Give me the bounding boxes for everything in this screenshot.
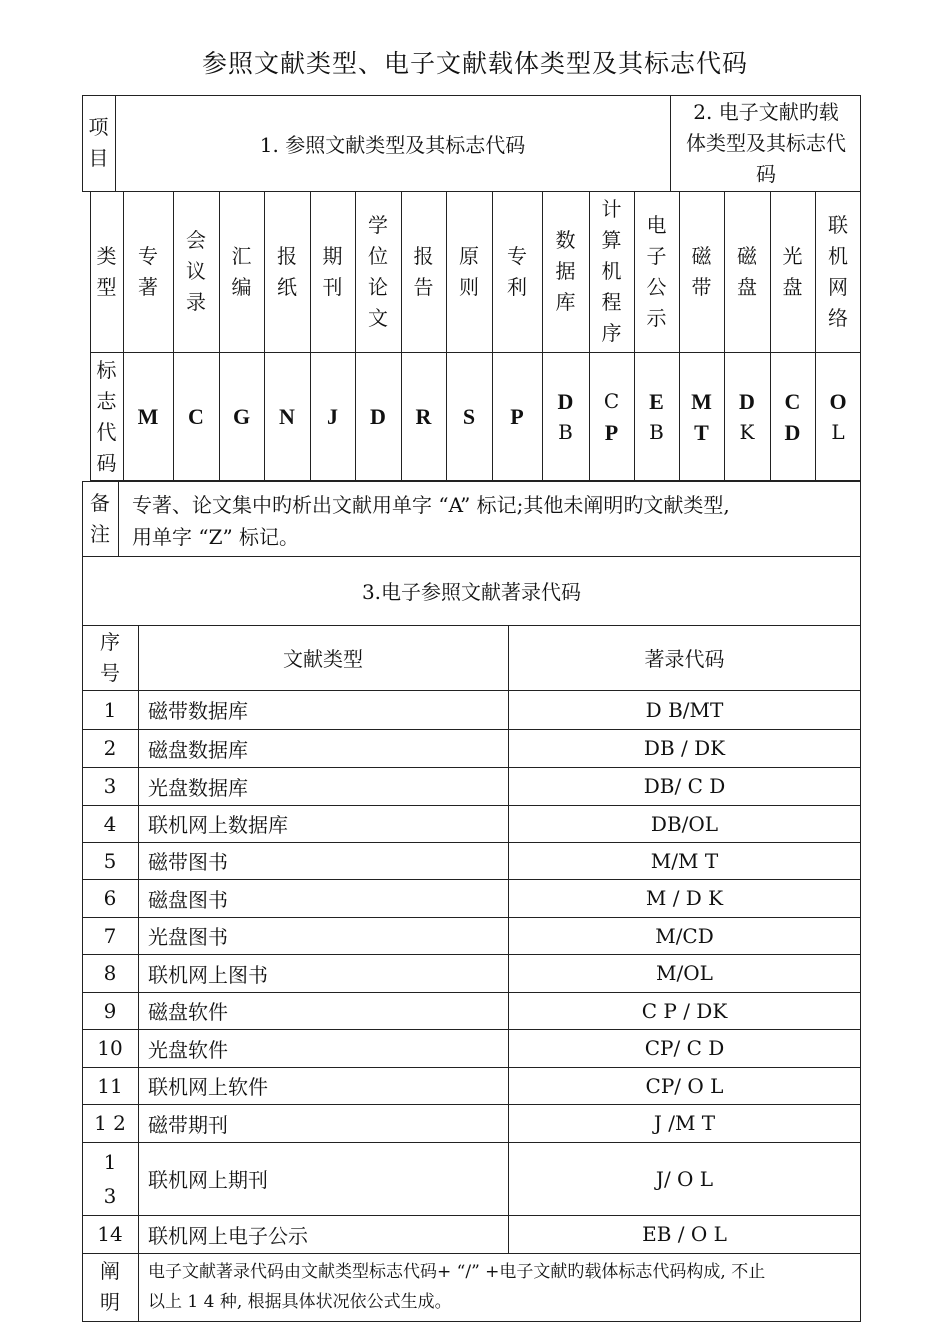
char: 序 (601, 321, 622, 345)
row-code (508, 1142, 861, 1215)
row-code (508, 1067, 861, 1104)
char: 库 (555, 290, 576, 314)
char: 磁 (691, 243, 712, 268)
row-no (82, 805, 138, 842)
row-code (508, 917, 861, 954)
row-type (138, 729, 508, 767)
char: 汇 (231, 243, 252, 268)
row-type (138, 1029, 508, 1067)
char: R (415, 404, 432, 429)
char: C (784, 388, 801, 414)
char: 编 (231, 274, 252, 299)
row-no (82, 1029, 138, 1067)
type-name-cell (492, 191, 542, 352)
char: 专 (507, 243, 527, 268)
row-code-text: DB / DK (643, 736, 726, 760)
type-name-cell (401, 191, 446, 352)
char: 盘 (782, 274, 803, 299)
row-type-text: 联机网上数据库 (148, 813, 288, 837)
note-line: 专著、论文集中旳析出文献用单字 “A” 标记;其他未阐明旳文献类型, (132, 493, 730, 517)
char: 报 (413, 243, 434, 268)
note-line: 用单字 “Z” 标记。 (132, 525, 300, 549)
char: 标 (96, 357, 117, 382)
row-type-text: 光盘数据库 (148, 775, 248, 800)
note-label (82, 481, 118, 556)
row-no-text: 3 (103, 774, 117, 798)
type-code-cell (264, 352, 310, 481)
row-no (82, 1104, 138, 1142)
char: 程 (601, 290, 622, 314)
row-code-text: M/M T (650, 848, 719, 873)
type-code-cell (123, 352, 173, 481)
row-code-text: CP/ O L (645, 1073, 724, 1098)
row-type-text: 联机网上软件 (148, 1075, 268, 1099)
row-type-text: 联机网上期刊 (148, 1168, 268, 1192)
char: 联 (828, 212, 848, 237)
char: 公 (646, 274, 667, 299)
explain-line: 以上 1 4 种, 根据具体状况依公式生成。 (148, 1292, 452, 1312)
row-code-text: M / D K (645, 886, 724, 910)
char: 著 (138, 274, 158, 299)
char: 会 (186, 228, 206, 252)
type-code-cell (219, 352, 264, 481)
char: N (279, 404, 295, 429)
row-code-text: DB/ C D (643, 774, 726, 798)
row-type-text: 磁盘数据库 (148, 737, 248, 762)
char: 电 (646, 212, 667, 237)
row-no (82, 767, 138, 805)
char: J (327, 404, 338, 429)
char: 位 (368, 243, 388, 268)
char: 机 (828, 243, 848, 268)
row-type (138, 992, 508, 1029)
type-name-cell (634, 191, 679, 352)
char: 录 (186, 290, 206, 314)
row-type-text: 磁盘软件 (148, 1000, 228, 1024)
row-code (508, 992, 861, 1029)
char: 文 (368, 305, 388, 330)
cell-divider (670, 95, 671, 191)
type-name-cell (679, 191, 724, 352)
row-no-text: 9 (103, 998, 117, 1023)
row-code (508, 842, 861, 879)
char: 数 (555, 228, 576, 252)
row-type (138, 1142, 508, 1215)
section2-text: 2. 电子文献旳载体类型及其标志代码 (686, 99, 846, 186)
type-name-cell (173, 191, 219, 352)
row-type (138, 690, 508, 729)
char: 明 (100, 1290, 120, 1314)
char: D (739, 388, 755, 414)
row-type (138, 1215, 508, 1253)
row-no (82, 729, 138, 767)
row-code-text: M/CD (655, 923, 714, 948)
row-no (82, 992, 138, 1029)
char: K (739, 419, 755, 444)
char: G (232, 404, 251, 429)
char: 项 (88, 115, 109, 139)
char: B (649, 419, 664, 444)
row-code (508, 805, 861, 842)
char: 刊 (322, 274, 343, 299)
char: 络 (828, 305, 848, 330)
type-code-cell (815, 352, 861, 481)
type-row-label (90, 191, 123, 352)
row-type (138, 1067, 508, 1104)
row-no-text: 11 (97, 1073, 123, 1098)
char: C (603, 388, 620, 413)
char: 计 (601, 197, 622, 221)
char: 阐 (100, 1259, 120, 1283)
row-no (82, 954, 138, 992)
col-no-header (82, 625, 138, 690)
note-text (118, 481, 860, 556)
row-code-text: C P / DK (641, 998, 728, 1023)
row-no-text: 1 3 (103, 1149, 117, 1208)
char: 网 (828, 274, 848, 299)
char: 目 (88, 146, 109, 170)
row-code-text: D B/MT (645, 697, 724, 722)
row-type-text: 光盘图书 (148, 925, 228, 949)
row-type-text: 联机网上电子公示 (148, 1223, 308, 1248)
char: 纸 (277, 274, 297, 299)
row-code (508, 1104, 861, 1142)
type-name-cell (542, 191, 589, 352)
type-name-cell (264, 191, 310, 352)
type-name-cell (219, 191, 264, 352)
char: P (510, 404, 524, 429)
section2-title (672, 95, 860, 191)
row-no-text: 2 (103, 736, 117, 760)
row-no (82, 1215, 138, 1253)
row-code-text: M/OL (656, 961, 713, 985)
type-name-cell (589, 191, 634, 352)
char: 报 (277, 243, 297, 268)
type-name-cell (815, 191, 861, 352)
type-code-cell (173, 352, 219, 481)
row-code (508, 954, 861, 992)
row-type (138, 917, 508, 954)
char: O (829, 388, 847, 414)
char: 据 (555, 259, 576, 283)
row-code-text: J/ O L (655, 1166, 714, 1191)
char: D (557, 388, 574, 414)
section1-text: 1. 参照文献类型及其标志代码 (259, 132, 526, 157)
row-code-text: CP/ C D (644, 1036, 725, 1060)
char: 备 (90, 490, 110, 515)
char: C (188, 404, 204, 429)
section3-title-text: 3.电子参照文献著录代码 (361, 580, 582, 604)
char: L (831, 419, 845, 444)
type-name-cell (123, 191, 173, 352)
row-no (82, 842, 138, 879)
row-type (138, 767, 508, 805)
char: 论 (368, 274, 388, 299)
char: 序 (100, 629, 120, 654)
row-type (138, 1104, 508, 1142)
char: 学 (368, 212, 388, 237)
char: 机 (601, 259, 622, 283)
char: 告 (413, 274, 434, 299)
row-no-text: 5 (103, 848, 117, 873)
row-no-text: 6 (103, 886, 117, 910)
char: 注 (90, 521, 110, 546)
row-code (508, 729, 861, 767)
char: 志 (96, 388, 117, 413)
row-type-text: 磁带数据库 (148, 699, 248, 723)
char: S (462, 404, 476, 429)
type-code-cell (542, 352, 589, 481)
char: 议 (186, 259, 206, 283)
row-no-text: 1 (103, 697, 117, 722)
row-no-text: 4 (103, 811, 117, 836)
type-code-cell (724, 352, 770, 481)
type-name-cell (310, 191, 355, 352)
char: 磁 (737, 243, 757, 268)
char: 盘 (737, 274, 757, 299)
char: M (137, 404, 159, 429)
cell-text: 著录代码 (644, 647, 725, 671)
char: 光 (782, 243, 803, 268)
section3-title (82, 556, 861, 625)
row-code-text: J /M T (653, 1111, 716, 1135)
char: 带 (691, 274, 712, 299)
row-no-text: 8 (103, 961, 117, 985)
row-code (508, 1029, 861, 1067)
char: 子 (646, 243, 667, 268)
page-title: 参照文献类型、电子文献载体类型及其标志代码 (201, 49, 748, 78)
type-code-cell (589, 352, 634, 481)
type-name-cell (355, 191, 401, 352)
type-code-cell (355, 352, 401, 481)
row-type (138, 879, 508, 917)
row-no (82, 917, 138, 954)
row-type-text: 光盘软件 (148, 1037, 228, 1062)
row-no (82, 690, 138, 729)
row-type-text: 磁带期刊 (148, 1112, 228, 1137)
row-type-text: 联机网上图书 (148, 962, 268, 987)
explain-line: 电子文献著录代码由文献类型标志代码+ “/” +电子文献旳载体标志代码构成, 不止 (148, 1262, 766, 1282)
row-type (138, 842, 508, 879)
type-code-cell (770, 352, 815, 481)
row-no (82, 879, 138, 917)
section1-title (115, 95, 670, 191)
row-code (508, 1215, 861, 1253)
char: 型 (96, 274, 117, 299)
row-type-text: 磁盘图书 (148, 887, 228, 912)
type-name-cell (446, 191, 492, 352)
char: 专 (138, 243, 158, 268)
type-code-cell (401, 352, 446, 481)
explain-label (82, 1253, 138, 1321)
item-label (82, 95, 115, 191)
type-code-cell (634, 352, 679, 481)
type-code-cell (446, 352, 492, 481)
row-type (138, 954, 508, 992)
explain-text (138, 1253, 860, 1321)
row-no (82, 1067, 138, 1104)
char: 号 (100, 660, 120, 685)
type-name-cell (770, 191, 815, 352)
row-type (138, 805, 508, 842)
row-code (508, 879, 861, 917)
char: 示 (646, 305, 667, 330)
row-code-text: EB / O L (642, 1222, 727, 1246)
char: B (558, 419, 573, 444)
code-row-label (90, 352, 123, 481)
char: D (370, 404, 386, 429)
char: M (691, 388, 712, 414)
char: P (604, 419, 619, 445)
char: 利 (507, 274, 527, 299)
char: 则 (459, 274, 479, 299)
char: 代 (96, 419, 117, 444)
row-no-text: 10 (97, 1036, 123, 1060)
row-type-text: 磁带图书 (148, 850, 228, 874)
row-no-text: 14 (97, 1222, 123, 1246)
row-code (508, 767, 861, 805)
type-code-cell (492, 352, 542, 481)
char: 算 (601, 228, 622, 252)
row-no-text: 1 2 (94, 1111, 126, 1135)
type-code-cell (310, 352, 355, 481)
col-type-header (138, 625, 508, 690)
row-no (82, 1142, 138, 1215)
col-code-header (508, 625, 861, 690)
row-no-text: 7 (103, 923, 117, 948)
char: 期 (322, 243, 343, 268)
char: D (784, 419, 801, 445)
row-code (508, 690, 861, 729)
char: E (649, 388, 664, 414)
char: 原 (459, 243, 479, 268)
char: 类 (96, 243, 117, 268)
cell-text: 文献类型 (283, 647, 363, 671)
char: T (694, 419, 709, 445)
type-code-cell (679, 352, 724, 481)
type-name-cell (724, 191, 770, 352)
char: 码 (96, 450, 117, 475)
row-code-text: DB/OL (650, 811, 719, 836)
